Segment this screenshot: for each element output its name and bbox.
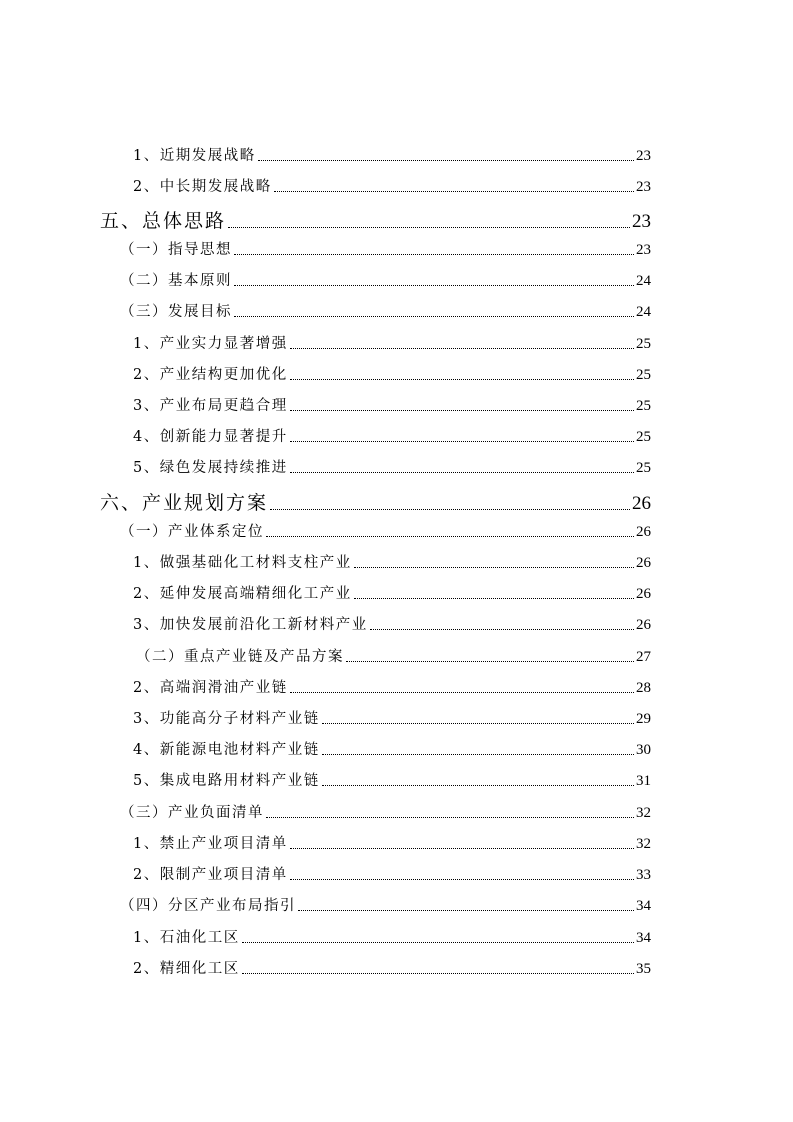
toc-chapter-page: 23 <box>632 211 651 232</box>
toc-entry-page: 25 <box>636 398 651 414</box>
toc-entry[interactable] <box>133 926 651 947</box>
toc-leader-dots <box>258 160 634 161</box>
toc-entry[interactable] <box>133 456 651 477</box>
toc-entry-page: 32 <box>636 836 651 852</box>
toc-entry-page: 27 <box>636 649 651 665</box>
toc-leader-dots <box>298 910 634 911</box>
toc-entry-page: 23 <box>636 242 651 258</box>
toc-entry[interactable] <box>133 425 651 446</box>
toc-entry[interactable] <box>120 801 651 822</box>
toc-entry-label: 2、精细化工区 <box>133 961 240 977</box>
toc-entry-label: （一）产业体系定位 <box>120 524 264 540</box>
toc-entry-label: 4、创新能力显著提升 <box>133 429 288 445</box>
toc-entry-page: 34 <box>636 898 651 914</box>
toc-entry-label: 3、产业布局更趋合理 <box>133 398 288 414</box>
toc-entry[interactable] <box>120 894 651 915</box>
toc-leader-dots <box>234 285 634 286</box>
toc-entry[interactable] <box>133 613 651 634</box>
toc-entry[interactable] <box>133 832 651 853</box>
toc-entry-page: 32 <box>636 805 651 821</box>
toc-entry-label: 5、集成电路用材料产业链 <box>133 773 320 789</box>
toc-entry-page: 23 <box>636 179 651 195</box>
toc-entry-page: 23 <box>636 148 651 164</box>
toc-leader-dots <box>354 598 634 599</box>
toc-leader-dots <box>370 629 634 630</box>
toc-entry-page: 33 <box>636 867 651 883</box>
toc-entry[interactable] <box>133 769 651 790</box>
toc-entry-label: 1、近期发展战略 <box>133 148 256 164</box>
toc-entry-page: 26 <box>636 555 651 571</box>
toc-leader-dots <box>234 316 634 317</box>
toc-chapter-label: 六、产业规划方案 <box>100 492 269 514</box>
toc-leader-dots <box>290 879 634 880</box>
toc-entry-label: 3、加快发展前沿化工新材料产业 <box>133 617 368 633</box>
toc-entry-label: （一）指导思想 <box>120 242 232 258</box>
toc-leader-dots <box>322 754 634 755</box>
toc-entry[interactable] <box>133 957 651 978</box>
toc-entry-page: 25 <box>636 429 651 445</box>
toc-leader-dots <box>354 567 634 568</box>
toc-entry-label: 1、石油化工区 <box>133 930 240 946</box>
toc-entry-label: （四）分区产业布局指引 <box>120 898 296 914</box>
toc-leader-dots <box>228 227 630 228</box>
toc-leader-dots <box>346 661 634 662</box>
toc-leader-dots <box>322 723 634 724</box>
toc-entry-label: 5、绿色发展持续推进 <box>133 460 288 476</box>
toc-entry-page: 31 <box>636 773 651 789</box>
toc-entry-page: 25 <box>636 460 651 476</box>
toc-entry[interactable] <box>133 144 651 165</box>
toc-leader-dots <box>242 942 634 943</box>
toc-entry[interactable] <box>120 269 651 290</box>
toc-entry-label: 1、产业实力显著增强 <box>133 336 288 352</box>
toc-entry-page: 24 <box>636 304 651 320</box>
toc-entry-label: 4、新能源电池材料产业链 <box>133 742 320 758</box>
toc-leader-dots <box>266 536 634 537</box>
toc-entry-page: 26 <box>636 586 651 602</box>
toc-entry-page: 30 <box>636 742 651 758</box>
toc-chapter-label: 五、总体思路 <box>100 210 227 232</box>
toc-leader-dots <box>322 785 634 786</box>
toc-entry[interactable] <box>136 645 651 666</box>
toc-entry-label: （二）基本原则 <box>120 273 232 289</box>
toc-entry[interactable] <box>133 394 651 415</box>
toc-entry-label: （三）发展目标 <box>120 304 232 320</box>
toc-chapter[interactable] <box>100 206 651 233</box>
toc-entry-page: 26 <box>636 617 651 633</box>
toc-leader-dots <box>234 254 634 255</box>
toc-chapter-page: 26 <box>632 493 651 514</box>
toc-leader-dots <box>274 191 634 192</box>
toc-entry-page: 28 <box>636 680 651 696</box>
toc-entry-label: 2、限制产业项目清单 <box>133 867 288 883</box>
toc-entry-label: 1、做强基础化工材料支柱产业 <box>133 555 352 571</box>
toc-entry[interactable] <box>133 175 651 196</box>
toc-entry[interactable] <box>133 676 651 697</box>
toc-entry-label: 2、中长期发展战略 <box>133 179 272 195</box>
toc-entry-label: 2、产业结构更加优化 <box>133 367 288 383</box>
toc-entry[interactable] <box>133 332 651 353</box>
toc-leader-dots <box>290 441 634 442</box>
toc-entry[interactable] <box>133 707 651 728</box>
toc-entry-page: 25 <box>636 367 651 383</box>
toc-entry-page: 25 <box>636 336 651 352</box>
toc-entry[interactable] <box>120 238 651 259</box>
toc-entry-label: （二）重点产业链及产品方案 <box>136 649 344 665</box>
toc-entry[interactable] <box>120 300 651 321</box>
toc-entry-label: （三）产业负面清单 <box>120 805 264 821</box>
toc-leader-dots <box>290 410 634 411</box>
toc-entry-page: 34 <box>636 930 651 946</box>
toc-entry[interactable] <box>133 738 651 759</box>
toc-entry-page: 29 <box>636 711 651 727</box>
toc-entry-label: 2、延伸发展高端精细化工产业 <box>133 586 352 602</box>
toc-entry-page: 35 <box>636 961 651 977</box>
toc-entry-label: 1、禁止产业项目清单 <box>133 836 288 852</box>
toc-entry[interactable] <box>120 520 651 541</box>
toc-entry-label: 2、高端润滑油产业链 <box>133 680 288 696</box>
toc-entry[interactable] <box>133 363 651 384</box>
toc-entry-label: 3、功能高分子材料产业链 <box>133 711 320 727</box>
toc-entry[interactable] <box>133 863 651 884</box>
toc-entry[interactable] <box>133 582 651 603</box>
toc-leader-dots <box>290 848 634 849</box>
toc-leader-dots <box>290 472 634 473</box>
toc-leader-dots <box>290 692 634 693</box>
toc-chapter[interactable] <box>100 488 651 515</box>
toc-entry-page: 26 <box>636 524 651 540</box>
toc-leader-dots <box>290 379 634 380</box>
toc-entry[interactable] <box>133 551 651 572</box>
toc-entry-page: 24 <box>636 273 651 289</box>
toc-leader-dots <box>270 509 630 510</box>
toc-leader-dots <box>290 348 634 349</box>
toc-leader-dots <box>242 973 634 974</box>
toc-leader-dots <box>266 817 634 818</box>
